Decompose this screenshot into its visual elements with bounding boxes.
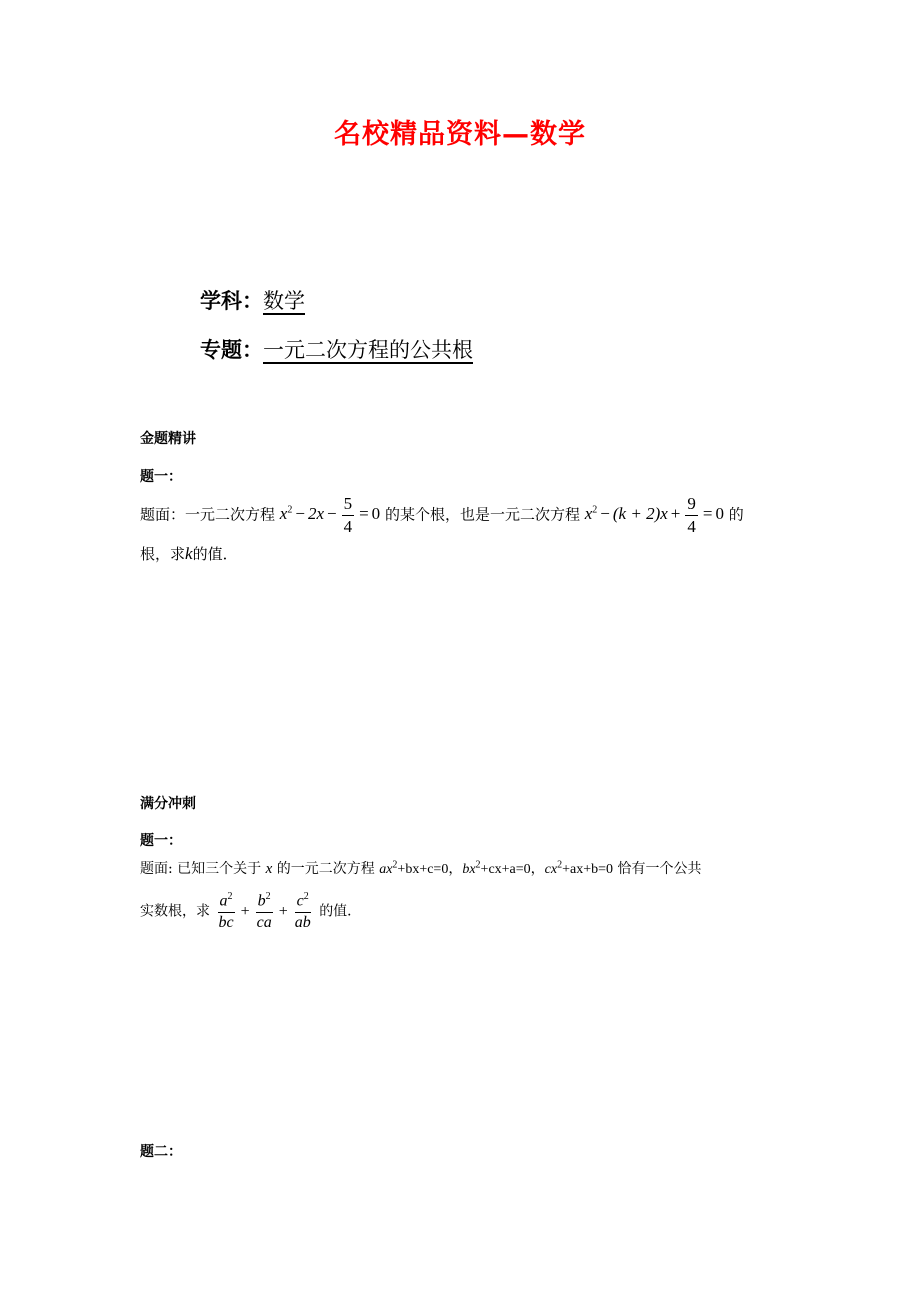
equation-2: $x^2 - (k + 2)x$ + $\frac{9}{4}$ = 0 xyxy=(584,494,724,536)
subject-value: 数学 xyxy=(263,289,305,313)
problem-tail-text: 的 xyxy=(728,505,744,524)
section-heading-full-score: 满分冲刺 xyxy=(140,796,196,812)
equation-set: $ax^2+bx+c=0$，$bx^2+cx+a=0$，$cx^2+ax+b=0$ xyxy=(379,859,614,877)
problem-mid-text: 的某个根，也是一元二次方程 xyxy=(384,505,580,524)
problem-label: 题二： xyxy=(140,1144,182,1160)
problem-statement-line2: 实数根，求 $\frac{a^2}{bc}$ + $\frac{b^2}{ca}$ + $\frac{c^2}{ab}$ 的值． xyxy=(140,891,362,932)
subject-label: 学科： xyxy=(200,289,263,313)
page-title: 名校精品资料—数学 xyxy=(334,119,586,150)
subject-row xyxy=(200,285,305,315)
problem-label: 题一： xyxy=(140,469,182,485)
problem-label: 题一： xyxy=(140,833,182,849)
topic-row xyxy=(200,334,473,364)
equation-1: $x^2 - 2x$ − $\frac{5}{4}$ = 0 xyxy=(279,494,381,536)
problem-statement-line1: 题面: 已知三个关于 x 的一元二次方程 $ax^2+bx+c=0$，$bx^2+cx+a=0$，$cx^2+ax+b=0$ 恰有一个公共 xyxy=(140,859,702,877)
problem-lead-text: 题面：一元二次方程 xyxy=(140,505,276,524)
fraction-sum-expression: $\frac{a^2}{bc}$ + $\frac{b^2}{ca}$ + $\frac{c^2}{ab}$ xyxy=(218,891,311,932)
problem-statement-line1 xyxy=(140,495,744,536)
topic-label: 专题： xyxy=(200,338,263,362)
variable-k: k xyxy=(185,544,193,563)
problem-statement-line2: 根，求k的值． xyxy=(140,544,238,563)
section-heading-golden: 金题精讲 xyxy=(140,431,196,447)
variable-x: x xyxy=(265,861,273,877)
topic-value: 一元二次方程的公共根 xyxy=(263,338,473,362)
